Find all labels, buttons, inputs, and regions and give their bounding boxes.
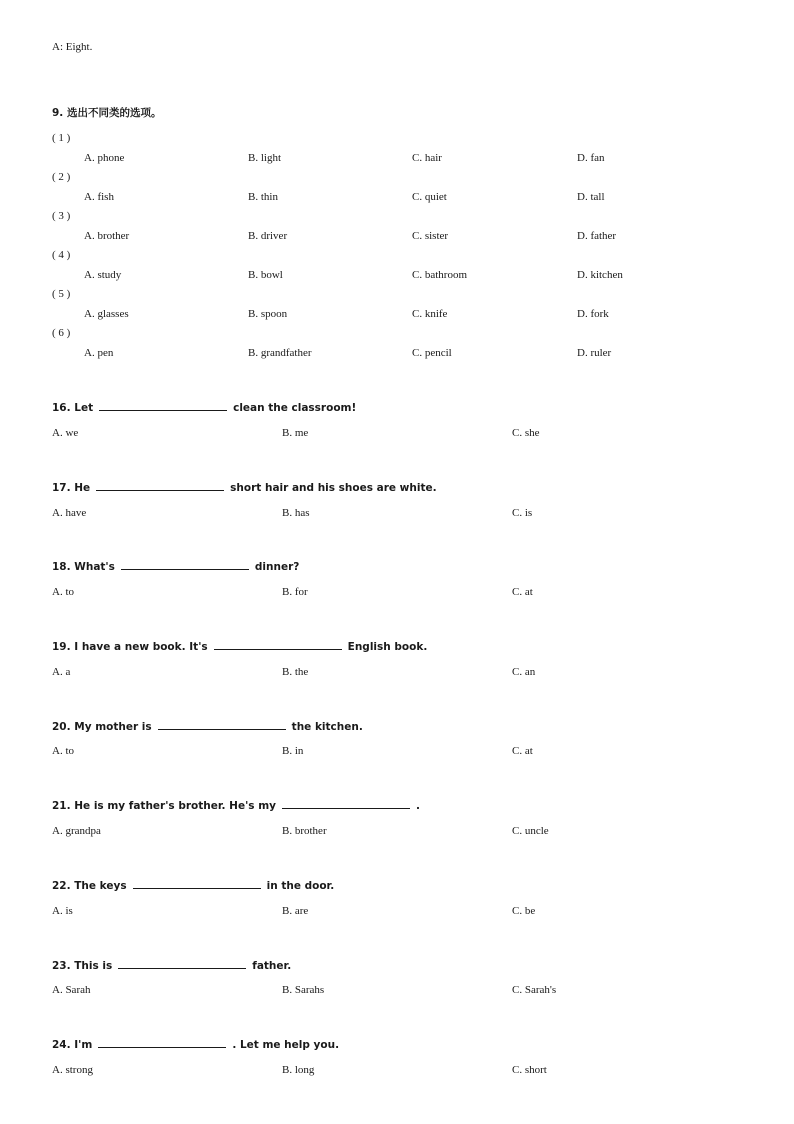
answer-blank[interactable] [121, 560, 249, 570]
stem-before: 20. My mother is [52, 721, 152, 733]
stem-after: . [416, 800, 420, 812]
option-b[interactable]: B. driver [248, 230, 288, 242]
question-9-title: 9. 选出不同类的选项。 [52, 107, 162, 119]
option-c[interactable]: C. knife [412, 308, 448, 320]
q9-item-number: ( 5 ) [52, 288, 71, 300]
answer-blank[interactable] [158, 720, 286, 730]
stem-before: 23. This is [52, 960, 113, 972]
q9-item-number: ( 2 ) [52, 171, 71, 183]
option-a[interactable]: A. pen [84, 347, 114, 359]
option-d[interactable]: D. fan [577, 152, 605, 164]
option-c[interactable]: C. Sarah's [512, 984, 557, 996]
option-b[interactable]: B. spoon [248, 308, 288, 320]
option-b[interactable]: B. grandfather [248, 347, 312, 359]
option-a[interactable]: A. Sarah [52, 984, 91, 996]
option-a[interactable]: A. grandpa [52, 825, 101, 837]
option-a[interactable]: A. phone [84, 152, 125, 164]
question-stem [52, 1038, 339, 1051]
option-b[interactable]: B. thin [248, 191, 278, 203]
option-a[interactable]: A. study [84, 269, 122, 281]
option-b[interactable]: B. the [282, 666, 309, 678]
option-a[interactable]: A. fish [84, 191, 114, 203]
option-a[interactable]: A. to [52, 586, 74, 598]
option-a[interactable]: A. have [52, 507, 87, 519]
question-stem [52, 959, 291, 972]
q9-item-number: ( 4 ) [52, 249, 71, 261]
answer-blank[interactable] [98, 1038, 226, 1048]
question-stem [52, 560, 299, 573]
previous-answer: A: Eight. [52, 41, 93, 53]
option-b[interactable]: B. me [282, 427, 309, 439]
stem-before: 17. He [52, 482, 91, 494]
answer-blank[interactable] [96, 481, 224, 491]
option-a[interactable]: A. a [52, 666, 71, 678]
option-c[interactable]: C. is [512, 507, 533, 519]
stem-after: . Let me help you. [232, 1039, 340, 1051]
stem-after: in the door. [266, 880, 335, 892]
option-a[interactable]: A. strong [52, 1064, 93, 1076]
option-b[interactable]: B. long [282, 1064, 315, 1076]
question-stem [52, 799, 420, 812]
option-c[interactable]: C. at [512, 745, 533, 757]
option-b[interactable]: B. Sarahs [282, 984, 325, 996]
option-d[interactable]: D. ruler [577, 347, 612, 359]
answer-blank[interactable] [99, 401, 227, 411]
question-stem [52, 720, 363, 733]
stem-after: dinner? [254, 561, 300, 573]
stem-before: 24. I'm [52, 1039, 93, 1051]
option-a[interactable]: A. is [52, 905, 73, 917]
option-b[interactable]: B. in [282, 745, 304, 757]
option-b[interactable]: B. for [282, 586, 308, 598]
question-stem [52, 401, 356, 414]
option-b[interactable]: B. are [282, 905, 309, 917]
option-c[interactable]: C. bathroom [412, 269, 467, 281]
option-b[interactable]: B. has [282, 507, 310, 519]
option-d[interactable]: D. fork [577, 308, 609, 320]
stem-after: English book. [347, 641, 428, 653]
option-b[interactable]: B. bowl [248, 269, 283, 281]
option-d[interactable]: D. kitchen [577, 269, 623, 281]
option-a[interactable]: A. glasses [84, 308, 129, 320]
question-stem [52, 481, 437, 494]
option-b[interactable]: B. brother [282, 825, 327, 837]
question-stem [52, 879, 334, 892]
option-c[interactable]: C. be [512, 905, 536, 917]
stem-before: 16. Let [52, 402, 94, 414]
answer-blank[interactable] [118, 959, 246, 969]
option-a[interactable]: A. to [52, 745, 74, 757]
option-c[interactable]: C. an [512, 666, 536, 678]
option-c[interactable]: C. sister [412, 230, 449, 242]
option-d[interactable]: D. father [577, 230, 617, 242]
option-c[interactable]: C. at [512, 586, 533, 598]
stem-before: 21. He is my father's brother. He's my [52, 800, 276, 812]
option-c[interactable]: C. short [512, 1064, 547, 1076]
option-c[interactable]: C. hair [412, 152, 442, 164]
option-a[interactable]: A. brother [84, 230, 130, 242]
stem-after: clean the classroom! [233, 402, 357, 414]
question-stem [52, 640, 427, 653]
stem-before: 19. I have a new book. It's [52, 641, 208, 653]
stem-after: father. [252, 960, 292, 972]
answer-blank[interactable] [214, 640, 342, 650]
stem-after: short hair and his shoes are white. [230, 482, 437, 494]
option-a[interactable]: A. we [52, 427, 79, 439]
answer-blank[interactable] [282, 799, 410, 809]
q9-item-number: ( 6 ) [52, 327, 71, 339]
stem-after: the kitchen. [291, 721, 363, 733]
q9-item-number: ( 1 ) [52, 132, 71, 144]
option-c[interactable]: C. pencil [412, 347, 452, 359]
option-c[interactable]: C. uncle [512, 825, 549, 837]
stem-before: 18. What's [52, 561, 115, 573]
q9-item-number: ( 3 ) [52, 210, 71, 222]
option-c[interactable]: C. quiet [412, 191, 447, 203]
option-c[interactable]: C. she [512, 427, 540, 439]
option-b[interactable]: B. light [248, 152, 282, 164]
answer-blank[interactable] [133, 879, 261, 889]
option-d[interactable]: D. tall [577, 191, 605, 203]
stem-before: 22. The keys [52, 880, 127, 892]
